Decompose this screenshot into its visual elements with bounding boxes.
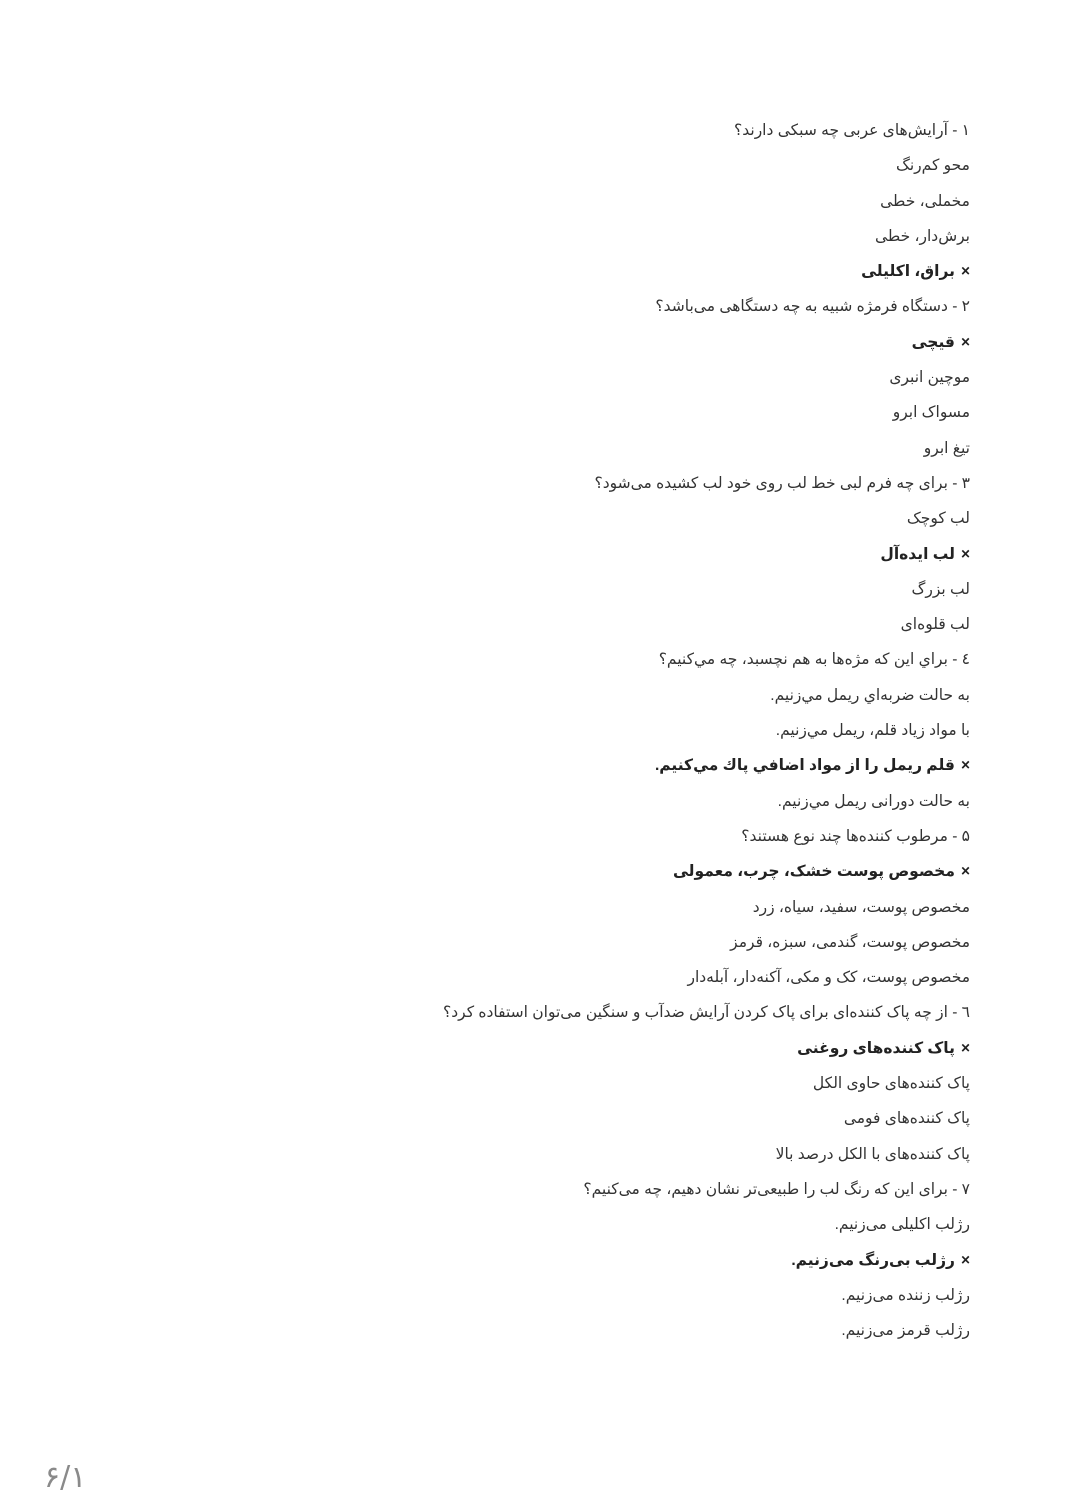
correct-mark-icon: × (960, 757, 970, 775)
option-text: موچین انبری (889, 369, 970, 387)
question-4: ٤ - براي اين كه مژه‌ها به هم نچسبد، چه مي‌كنيم؟ (658, 651, 970, 669)
answer-option (270, 682, 970, 717)
quiz-document (270, 117, 970, 1352)
answer-option (270, 929, 970, 964)
question-5: ۵ - مرطوب کننده‌ها چند نوع هستند؟ (741, 827, 970, 845)
option-text: مخصوص پوست، سفید، سیاه، زرد (752, 898, 970, 916)
answer-option (270, 223, 970, 258)
option-text: پاک کننده‌های فومی (843, 1110, 970, 1128)
option-text: رژلب زننده می‌زنیم. (841, 1286, 970, 1304)
correct-mark-icon: × (960, 863, 970, 881)
answer-option (270, 1141, 970, 1176)
answer-option (270, 1282, 970, 1317)
option-text: پاک کننده‌های با الکل درصد بالا (775, 1145, 970, 1163)
correct-mark-icon: × (960, 1039, 970, 1057)
question-2: ۲ - دستگاه فرمژه شبیه به چه دستگاهی می‌باشد؟ (655, 298, 970, 316)
option-text: به حالت ضربه‌اي ريمل مي‌زنيم. (770, 686, 970, 704)
option-text: براق، اکلیلی (861, 263, 955, 281)
correct-answer-option (270, 752, 970, 787)
correct-answer-option (270, 541, 970, 576)
answer-option (270, 505, 970, 540)
correct-mark-icon: × (960, 545, 970, 563)
option-text: تیغ ابرو (923, 439, 970, 457)
answer-option (270, 964, 970, 999)
answer-option (270, 576, 970, 611)
option-text: پاک کننده‌های حاوی الکل (812, 1075, 970, 1093)
correct-answer-option (270, 1247, 970, 1282)
answer-option (270, 717, 970, 752)
option-text: لب ایده‌آل (880, 545, 955, 563)
option-text: به حالت دورانی ريمل مي‌زنيم. (777, 792, 970, 810)
answer-option (270, 1317, 970, 1352)
option-text: لب کوچک (906, 510, 970, 528)
option-text: مخصوص پوست، کک و مکی، آکنه‌دار، آبله‌دار (687, 969, 970, 987)
answer-option (270, 188, 970, 223)
option-text: قیچی (911, 333, 955, 351)
answer-option (270, 435, 970, 470)
correct-mark-icon: × (960, 333, 970, 351)
correct-mark-icon: × (960, 1251, 970, 1269)
answer-option (270, 1105, 970, 1140)
option-text: محو کم‌رنگ (896, 157, 970, 175)
option-text: با مواد زياد قلم، ريمل مي‌زنيم. (775, 722, 970, 740)
answer-option (270, 611, 970, 646)
answer-option (270, 399, 970, 434)
correct-mark-icon: × (960, 263, 970, 281)
correct-answer-option (270, 329, 970, 364)
option-text: مسواک ابرو (892, 404, 970, 422)
question-3: ۳ - برای چه فرم لبی خط لب روی خود لب کشیده می‌شود؟ (594, 474, 970, 492)
question-6: ٦ - از چه پاک کننده‌ای برای پاک کردن آرایش ضدآب و سنگین می‌توان استفاده کرد؟ (443, 1004, 970, 1022)
page-number: ۶/۱ (44, 1460, 87, 1495)
option-text: مخملی، خطی (880, 192, 970, 210)
answer-option (270, 152, 970, 187)
option-text: رژلب بی‌رنگ می‌زنیم. (791, 1251, 955, 1269)
option-text: مخصوص پوست، گندمی، سبزه، قرمز (730, 933, 970, 951)
option-text: برش‌دار، خطی (874, 227, 970, 245)
option-text: لب بزرگ (911, 580, 970, 598)
answer-option (270, 1211, 970, 1246)
option-text: لب قلوه‌ای (900, 616, 970, 634)
answer-option (270, 788, 970, 823)
option-text: مخصوص پوست خشک، چرب، معمولی (672, 863, 955, 881)
option-text: رژلب اکلیلی می‌زنیم. (834, 1216, 970, 1234)
option-text: پاک کننده‌های روغنی (797, 1039, 955, 1057)
answer-option (270, 364, 970, 399)
question-1: ۱ - آرایش‌های عربی چه سبکی دارند؟ (734, 122, 970, 139)
option-text: رژلب قرمز می‌زنیم. (841, 1322, 970, 1340)
correct-answer-option (270, 858, 970, 893)
option-text: قلم ريمل را از مواد اضافي پاك مي‌كنيم. (654, 757, 955, 775)
answer-option (270, 894, 970, 929)
question-7: ۷ - برای این که رنگ لب را طبیعی‌تر نشان دهیم، چه می‌کنیم؟ (583, 1180, 970, 1198)
correct-answer-option (270, 1035, 970, 1070)
correct-answer-option (270, 258, 970, 293)
answer-option (270, 1070, 970, 1105)
